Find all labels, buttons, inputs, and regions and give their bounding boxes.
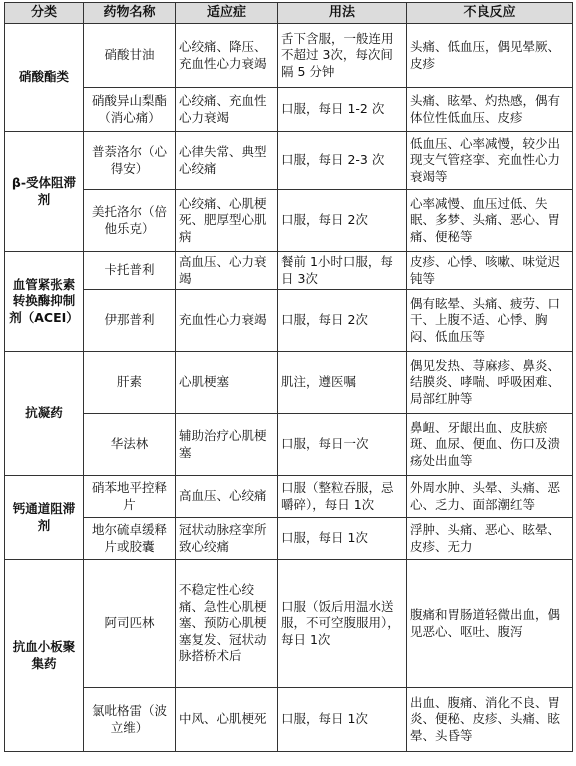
indication-cell: 心律失常、典型心绞痛	[176, 132, 278, 190]
table-row	[5, 352, 573, 414]
drug-name-cell: 肝素	[84, 352, 176, 414]
usage-cell: 口服，每日 1次	[278, 688, 407, 752]
adverse-cell: 心率减慢、血压过低、失眠、多梦、头痛、恶心、胃痛、便秘等	[407, 190, 573, 252]
table-row	[5, 290, 573, 352]
indication-cell: 不稳定性心绞痛、急性心肌梗塞、预防心肌梗塞复发、冠状动脉搭桥术后	[176, 560, 278, 688]
category-cell: 抗凝药	[5, 352, 84, 476]
drug-name-cell: 美托洛尔（倍他乐克）	[84, 190, 176, 252]
drug-name-cell: 阿司匹林	[84, 560, 176, 688]
drug-name-cell: 地尔硫卓缓释片或胶囊	[84, 518, 176, 560]
adverse-cell: 低血压、心率减慢，较少出现支气管痉挛、充血性心力衰竭等	[407, 132, 573, 190]
drug-name-cell: 华法林	[84, 414, 176, 476]
drug-name-cell: 硝酸甘油	[84, 24, 176, 88]
table-row	[5, 688, 573, 752]
table-row	[5, 414, 573, 476]
usage-cell: 口服（饭后用温水送服，不可空腹服用），每日 1次	[278, 560, 407, 688]
table-row	[5, 88, 573, 132]
usage-cell: 口服，每日 2-3 次	[278, 132, 407, 190]
indication-cell: 充血性心力衰竭	[176, 290, 278, 352]
header-category: 分类	[5, 3, 84, 24]
header-usage: 用法	[278, 3, 407, 24]
adverse-cell: 偶见发热、荨麻疹、鼻炎、结膜炎、哮喘、呼吸困难、局部红肿等	[407, 352, 573, 414]
category-cell: 血管紧张素转换酶抑制剂（ACEI）	[5, 252, 84, 352]
adverse-cell: 出血、腹痛、消化不良、胃炎、便秘、皮疹、头痛、眩晕、头昏等	[407, 688, 573, 752]
table-row	[5, 518, 573, 560]
usage-cell: 口服，每日一次	[278, 414, 407, 476]
usage-cell: 口服，每日 2次	[278, 190, 407, 252]
table-row	[5, 24, 573, 88]
category-cell: 钙通道阻滞剂	[5, 476, 84, 560]
drug-name-cell: 卡托普利	[84, 252, 176, 290]
adverse-cell: 腹痛和胃肠道轻微出血，偶见恶心、呕吐、腹泻	[407, 560, 573, 688]
usage-cell: 口服，每日 2次	[278, 290, 407, 352]
drug-name-cell: 氯吡格雷（波立维）	[84, 688, 176, 752]
indication-cell: 心绞痛、降压、充血性心力衰竭	[176, 24, 278, 88]
indication-cell: 心肌梗塞	[176, 352, 278, 414]
indication-cell: 心绞痛、心肌梗死、肥厚型心肌病	[176, 190, 278, 252]
adverse-cell: 浮肿、头痛、恶心、眩晕、皮疹、无力	[407, 518, 573, 560]
table-row	[5, 476, 573, 518]
drug-name-cell: 伊那普利	[84, 290, 176, 352]
adverse-cell: 头痛、低血压，偶见晕厥、皮疹	[407, 24, 573, 88]
table-row	[5, 252, 573, 290]
drug-name-cell: 硝酸异山梨酯（消心痛）	[84, 88, 176, 132]
category-cell: β-受体阻滞剂	[5, 132, 84, 252]
usage-cell: 口服，每日 1-2 次	[278, 88, 407, 132]
drug-name-cell: 硝苯地平控释片	[84, 476, 176, 518]
header-row	[5, 3, 573, 24]
adverse-cell: 头痛、眩晕、灼热感，偶有体位性低血压、皮疹	[407, 88, 573, 132]
usage-cell: 肌注，遵医嘱	[278, 352, 407, 414]
indication-cell: 辅助治疗心肌梗塞	[176, 414, 278, 476]
usage-cell: 口服，每日 1次	[278, 518, 407, 560]
drug-table	[4, 2, 573, 752]
indication-cell: 高血压、心力衰竭	[176, 252, 278, 290]
header-indication: 适应症	[176, 3, 278, 24]
drug-name-cell: 普萘洛尔（心得安）	[84, 132, 176, 190]
adverse-cell: 外周水肿、头晕、头痛、恶心、乏力、面部潮红等	[407, 476, 573, 518]
indication-cell: 冠状动脉痉挛所致心绞痛	[176, 518, 278, 560]
category-cell: 硝酸酯类	[5, 24, 84, 132]
usage-cell: 餐前 1小时口服，每日 3次	[278, 252, 407, 290]
usage-cell: 口服（整粒吞服，忌嚼碎），每日 1次	[278, 476, 407, 518]
table-row	[5, 132, 573, 190]
table-row	[5, 560, 573, 688]
indication-cell: 心绞痛、充血性心力衰竭	[176, 88, 278, 132]
adverse-cell: 偶有眩晕、头痛、疲劳、口干、上腹不适、心悸、胸闷、低血压等	[407, 290, 573, 352]
header-drug-name: 药物名称	[84, 3, 176, 24]
usage-cell: 舌下含服，一般连用不超过 3次，每次间隔 5 分钟	[278, 24, 407, 88]
header-adverse: 不良反应	[407, 3, 573, 24]
indication-cell: 中风、心肌梗死	[176, 688, 278, 752]
indication-cell: 高血压、心绞痛	[176, 476, 278, 518]
adverse-cell: 皮疹、心悸、咳嗽、味觉迟钝等	[407, 252, 573, 290]
adverse-cell: 鼻衄、牙龈出血、皮肤瘀斑、血尿、便血、伤口及溃疡处出血等	[407, 414, 573, 476]
category-cell: 抗血小板聚集药	[5, 560, 84, 752]
table-row	[5, 190, 573, 252]
